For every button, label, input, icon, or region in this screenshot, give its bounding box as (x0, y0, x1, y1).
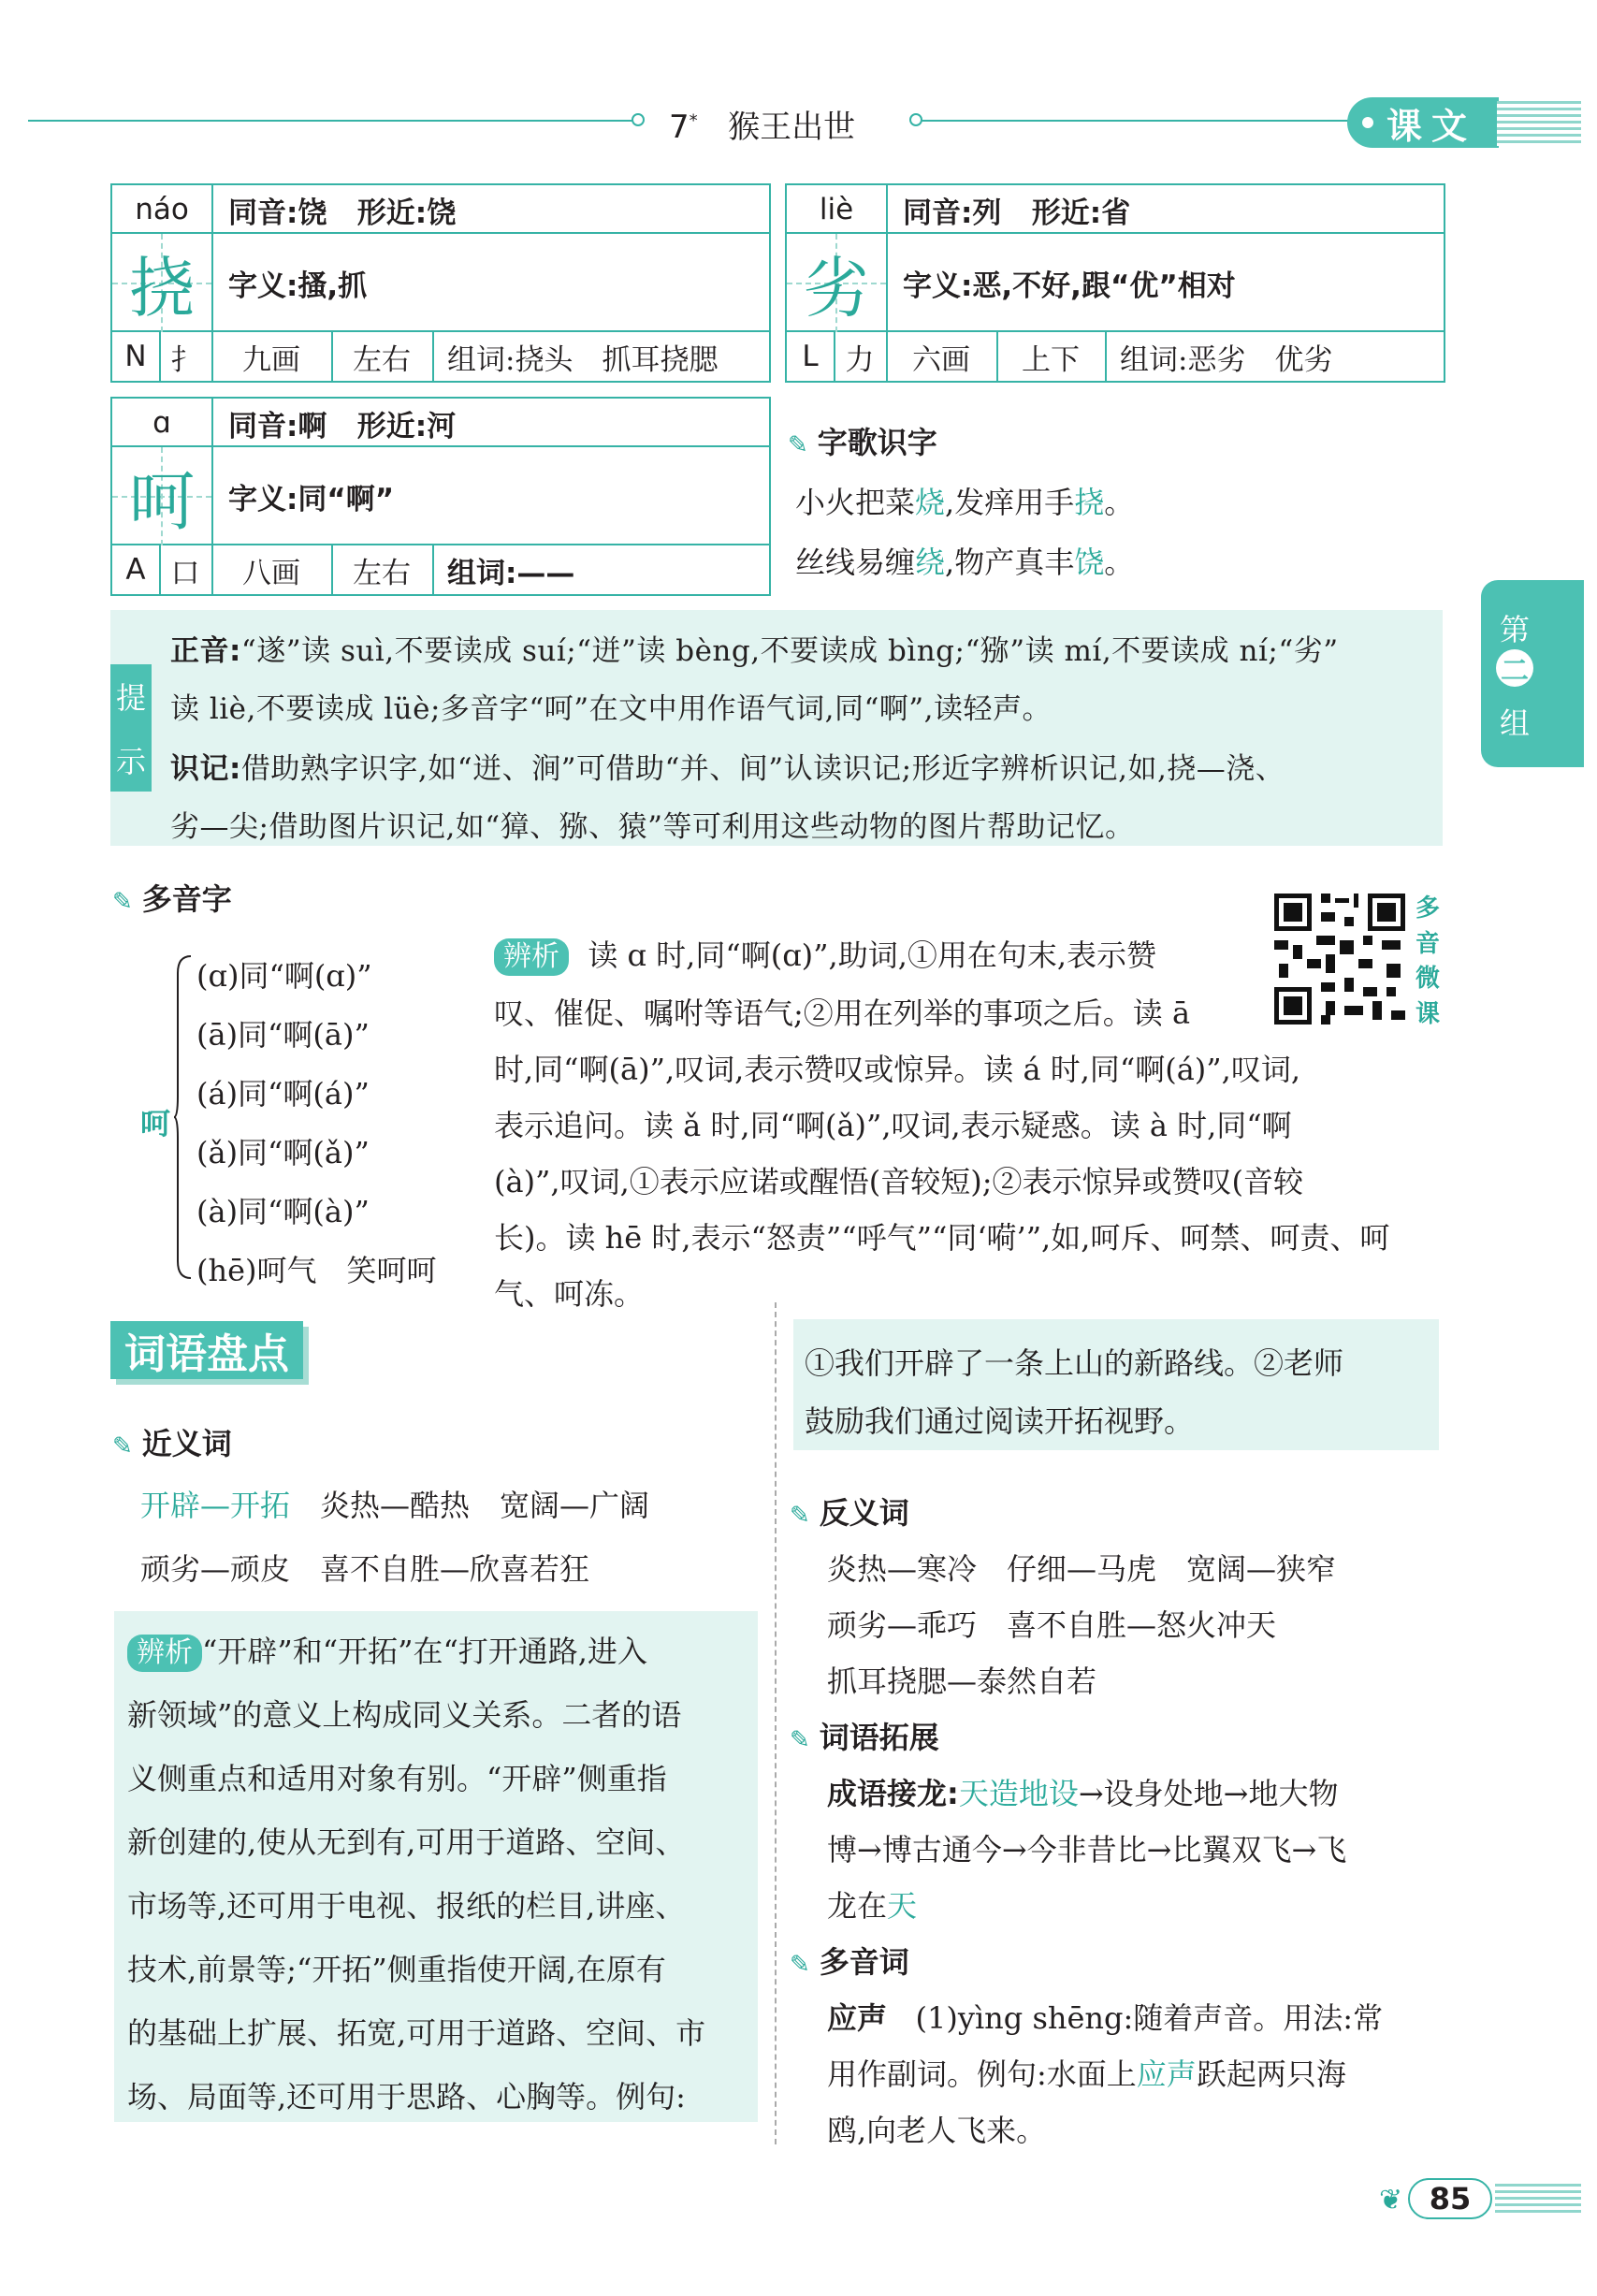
footer-stripes (1495, 2184, 1581, 2216)
jinyi-row-1: 开辟—开拓 炎热—酷热 宽阔—广阔 (140, 1488, 650, 1523)
header-rule-right (922, 120, 1352, 122)
pencil-icon: ✎ (790, 1502, 810, 1530)
big-char: 劣 (804, 250, 869, 327)
duoyin-jiexi-line-7: 气、呵冻。 (494, 1276, 645, 1312)
duoyin-item-2: (ā)同“啊(ā)” (196, 1017, 370, 1053)
leaf-icon: ❦ (1379, 2184, 1403, 2216)
jinyi-heading: ✎ 近义词 (112, 1426, 232, 1461)
duoyin-brace (174, 954, 193, 1280)
duoyin-jiexi-line-3: 时,同“啊(ā)”,叹词,表示赞叹或惊异。读 á 时,同“啊(á)”,叹词, (494, 1052, 1300, 1087)
tip-zhengyin-1: 正音:“遂”读 suì,不要读成 suí;“迸”读 bèng,不要读成 bìng;“猕”读 mí,不要读成 ní;“劣” (170, 634, 1339, 668)
ciyu-jiexi-line-8: 场、局面等,还可用于思路、心胸等。例句: (127, 2079, 686, 2114)
ciyu-jiexi-line-3: 义侧重点和适用对象有别。“开辟”侧重指 (127, 1761, 667, 1796)
words: 组词:—— (447, 556, 575, 590)
duoyin-item-1: (ɑ)同“啊(ɑ)” (196, 958, 372, 994)
meaning: 字义:搔,抓 (228, 269, 368, 303)
char-card-a (110, 397, 771, 596)
pencil-icon: ✎ (788, 431, 808, 459)
duoyin-item-5: (à)同“啊(à)” (196, 1194, 370, 1229)
tip-zhengyin-2: 读 liè,不要读成 lüè;多音字“呵”在文中用作语气词,同“啊”,读轻声。 (170, 692, 1053, 726)
ciyu-jiexi-line-1: 辨析 “开辟”和“开拓”在“打开通路,进入 (127, 1628, 647, 1672)
fanyi-row-3: 抓耳挠腮—泰然自若 (827, 1664, 1097, 1699)
fanyi-heading: ✎ 反义词 (790, 1495, 909, 1531)
zige-heading: ✎ 字歌识字 (788, 425, 937, 460)
homophone: 同音:列 形近:省 (903, 196, 1131, 230)
pinyin: ɑ (152, 406, 171, 440)
tip-shiji-1: 识记:借助熟字识字,如“迸、涧”可借助“并、间”认读识记;形近字辨析识记,如,挠—浇、 (170, 752, 1285, 786)
jinyi-row-2: 顽劣—顽皮 喜不自胜—欣喜若狂 (140, 1551, 590, 1587)
pencil-icon: ✎ (790, 1726, 810, 1754)
homophone: 同音:饶 形近:饶 (228, 196, 457, 230)
ciyu-jiexi-line-7: 的基础上扩展、拓宽,可用于道路、空间、市 (127, 2015, 706, 2051)
ciyu-jiexi-line-4: 新创建的,使从无到有,可用于道路、空间、 (127, 1824, 686, 1860)
section-tab-kewen[interactable]: 课文 (1347, 97, 1499, 148)
jiexi-badge: 辨析 (494, 938, 569, 976)
ciyu-jiexi-line-2: 新领域”的意义上构成同义关系。二者的语 (127, 1697, 682, 1733)
card-info-row: L 力 六画 上下 组词:恶劣 优劣 (787, 332, 1444, 381)
duoyin-jiexi-line-4: 表示追问。读 ǎ 时,同“啊(ǎ)”,叹词,表示疑惑。读 à 时,同“啊 (494, 1108, 1292, 1143)
duoyin-item-6: (hē)呵气 笑呵呵 (196, 1253, 437, 1288)
header-stripes (1497, 101, 1581, 146)
header-dot-left (632, 113, 645, 126)
lesson-title: 7* 猴王出世 (669, 109, 856, 146)
tuozhan-heading: ✎ 词语拓展 (790, 1720, 939, 1755)
duoyin-item-3: (á)同“啊(á)” (196, 1076, 370, 1112)
duoyinci-line-3: 鸥,向老人飞来。 (827, 2113, 1047, 2148)
qr-label: 多 音 微 课 (1415, 894, 1440, 1028)
words: 组词:恶劣 优劣 (1120, 342, 1333, 377)
duoyinci-line-1: 应声 (1)yìng shēng:随着声音。用法:常 (827, 2000, 1384, 2036)
ciyu-jiexi-line-5: 市场等,还可用于电视、报纸的栏目,讲座、 (127, 1888, 686, 1924)
duoyin-item-4: (ǎ)同“啊(ǎ)” (196, 1135, 370, 1170)
pencil-icon: ✎ (112, 1432, 133, 1460)
jiexi-badge: 辨析 (127, 1635, 202, 1672)
ciyu-jiexi-line-6: 技术,前景等;“开拓”侧重指使开阔,在原有 (127, 1952, 666, 1987)
page-number: 85 (1408, 2178, 1492, 2219)
pencil-icon: ✎ (790, 1951, 810, 1979)
duoyin-jiexi-line-1: 辨析 读 ɑ 时,同“啊(ɑ)”,助词,①用在句末,表示赞 (494, 932, 1156, 976)
duoyin-jiexi-line-2: 叹、催促、嘱咐等语气;②用在列举的事项之后。读 ā (494, 995, 1191, 1031)
tuozhan-line-1: 成语接龙:天造地设→设身处地→地大物 (827, 1776, 1339, 1811)
duoyin-jiexi-line-6: 长)。读 hē 时,表示“怒责”“呼气”“同‘嗬’”,如,呵斥、呵禁、呵责、呵 (494, 1220, 1390, 1256)
big-char: 挠 (129, 250, 195, 327)
column-divider (775, 1302, 777, 2144)
example-line-1: ①我们开辟了一条上山的新路线。②老师 (805, 1345, 1344, 1381)
pinyin: náo (135, 193, 189, 226)
duoyin-jiexi-line-5: (à)”,叹词,①表示应诺或醒悟(音较短);②表示惊异或赞叹(音较 (494, 1164, 1303, 1199)
qr-code-icon[interactable] (1270, 889, 1410, 1029)
example-line-2: 鼓励我们通过阅读开拓视野。 (805, 1403, 1195, 1439)
duoyin-heading: ✎ 多音字 (112, 881, 232, 917)
tuozhan-line-2: 博→博古通今→今非昔比→比翼双飞→飞 (827, 1832, 1347, 1867)
duoyinci-line-2: 用作副词。例句:水面上应声跃起两只海 (827, 2056, 1346, 2092)
big-char: 呵 (129, 463, 195, 540)
words: 组词:挠头 抓耳挠腮 (447, 342, 719, 377)
tip-shiji-2: 劣—尖;借助图片识记,如“獐、猕、猿”等可利用这些动物的图片帮助记忆。 (170, 810, 1135, 844)
header-dot-right (909, 113, 922, 126)
zige-line-2: 丝线易缠绕,物产真丰饶。 (795, 545, 1135, 580)
tuozhan-line-3: 龙在天 (827, 1888, 918, 1924)
duoyinci-heading: ✎ 多音词 (790, 1944, 909, 1980)
char-card-nao (110, 183, 771, 383)
side-tab-group[interactable]: 第 二 组 (1481, 580, 1584, 767)
meaning: 字义:同“啊” (228, 483, 395, 516)
char-card-lie (785, 183, 1445, 383)
pencil-icon: ✎ (112, 888, 133, 916)
pinyin: liè (819, 193, 854, 226)
meaning: 字义:恶,不好,跟“优”相对 (903, 269, 1236, 303)
duoyin-char: 呵 (140, 1106, 171, 1141)
section-title-ciyu: 词语盘点 (110, 1321, 303, 1379)
fanyi-row-1: 炎热—寒冷 仔细—马虎 宽阔—狭窄 (827, 1551, 1337, 1587)
card-info-row: N 扌 九画 左右 组词:挠头 抓耳挠腮 (112, 332, 769, 381)
zige-line-1: 小火把菜烧,发痒用手挠。 (795, 485, 1135, 520)
card-info-row: A 口 八画 左右 组词:—— (112, 545, 769, 594)
tip-label: 提 示 (110, 664, 152, 792)
homophone: 同音:啊 形近:河 (228, 409, 457, 443)
fanyi-row-2: 顽劣—乖巧 喜不自胜—怒火冲天 (827, 1607, 1277, 1643)
header-rule-left (28, 120, 641, 122)
